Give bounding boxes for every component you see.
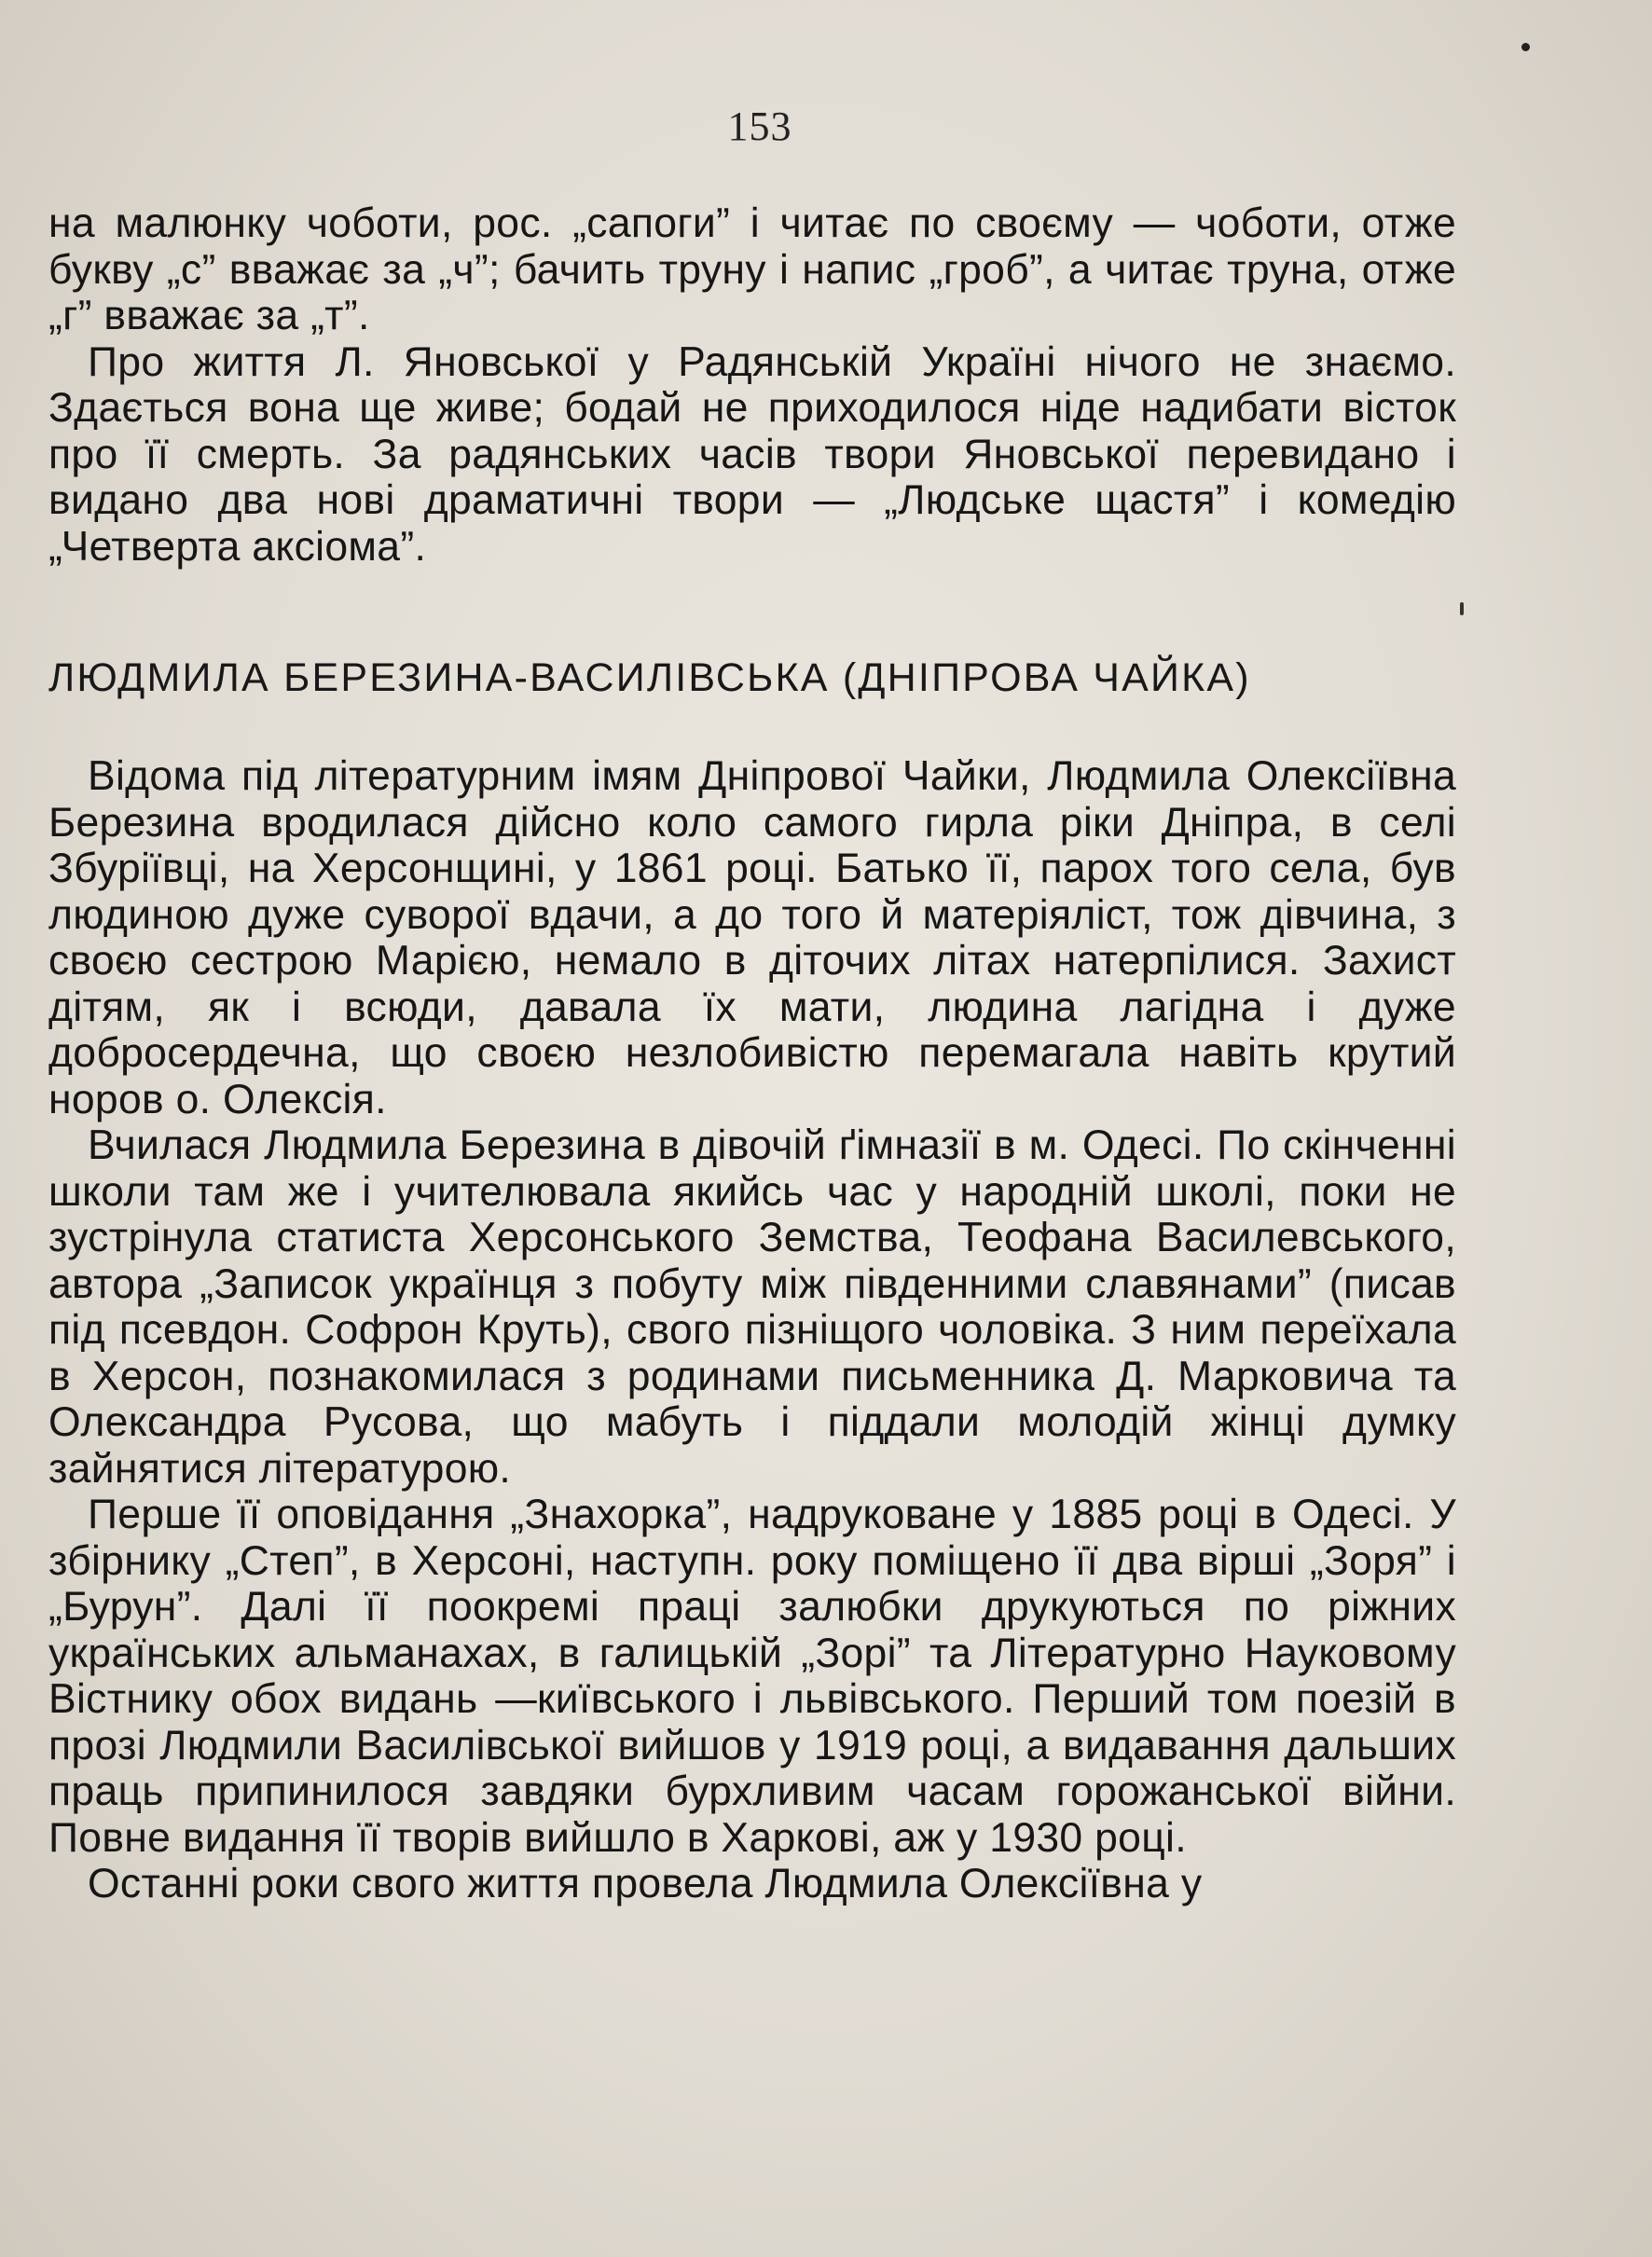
section-heading: ЛЮДМИЛА БЕРЕЗИНА-ВАСИЛІВСЬКА (ДНІПРОВА ЧАЙКА) xyxy=(48,655,1251,700)
paragraph-continuation: на малюнку чоботи, рос. „сапоги” і читає по своєму — чоботи, отже букву „с” вважає за „ч”; бачить труну і напис „гроб”, а читає труна, отже „г” вважає за „т”. xyxy=(48,200,1456,338)
ink-speck xyxy=(1521,43,1530,51)
page-number: 153 xyxy=(727,103,792,149)
ink-speck xyxy=(1460,602,1464,615)
paragraph-biography-3: Перше її оповідання „Знахорка”, надруковане у 1885 році в Одесі. У збірнику „Степ”, в Херсоні, наступн. року поміщено її два вірші „Зоря” і „Бурун”. Далі її поокремі праці залюбки друкуються по ріжних українських альманахах, в галицькій „Зорі” та Літературно Науковому Вістнику обох видань —київського і львівського. Перший том поезій в прозі Людмили Василівської вийшов у 1919 році, а видавання дальших праць припинилося завдяки бурхливим часам горожанської війни. Повне видання її творів вийшло в Харкові, аж у 1930 році. xyxy=(48,1492,1456,1861)
paragraph-biography-1: Відома під літературним імям Дніпрової Чайки, Людмила Олексіївна Березина вродилася дійсно коло самого гирла ріки Дніпра, в селі Збуріївці, на Херсонщині, у 1861 році. Батько її, парох того села, був людиною дуже суворої вдачи, а до того й матеріяліст, тож дівчина, з своєю сестрою Марією, немало в діточих літах натерпілися. Захист дітям, як і всюди, давала їх мати, людина лагідна і дуже добросердечна, що своєю незлобивістю перемагала навіть крутий норов о. Олексія. xyxy=(48,753,1456,1122)
text-column xyxy=(48,200,1456,1907)
paragraph-biography-2: Вчилася Людмила Березина в дівочій ґімназії в м. Одесі. По скінченні школи там же і учителювала якийсь час у народній школі, поки не зустрінула статиста Херсонського Земства, Теофана Василевського, автора „Записок українця з побуту між південними славянами” (писав під псевдон. Софрон Круть), свого пізніщого чоловіка. З ним переїхала в Херсон, познакомилася з родинами письменника Д. Марковича та Олександра Русова, що мабуть і піддали молодій жінці думку зайнятися літературою. xyxy=(48,1122,1456,1492)
paragraph-biography-4: Останні роки свого життя провела Людмила Олексіївна у xyxy=(88,1861,1203,1906)
paragraph-yanovska: Про життя Л. Яновської у Радянській Україні нічого не знаємо. Здається вона ще живе; бодай не приходилося ніде надибати вісток про її смерть. За радянських часів твори Яновської перевидано і видано два нові драматичні твори — „Людське щастя” і комедію „Четверта аксіома”. xyxy=(48,338,1456,570)
